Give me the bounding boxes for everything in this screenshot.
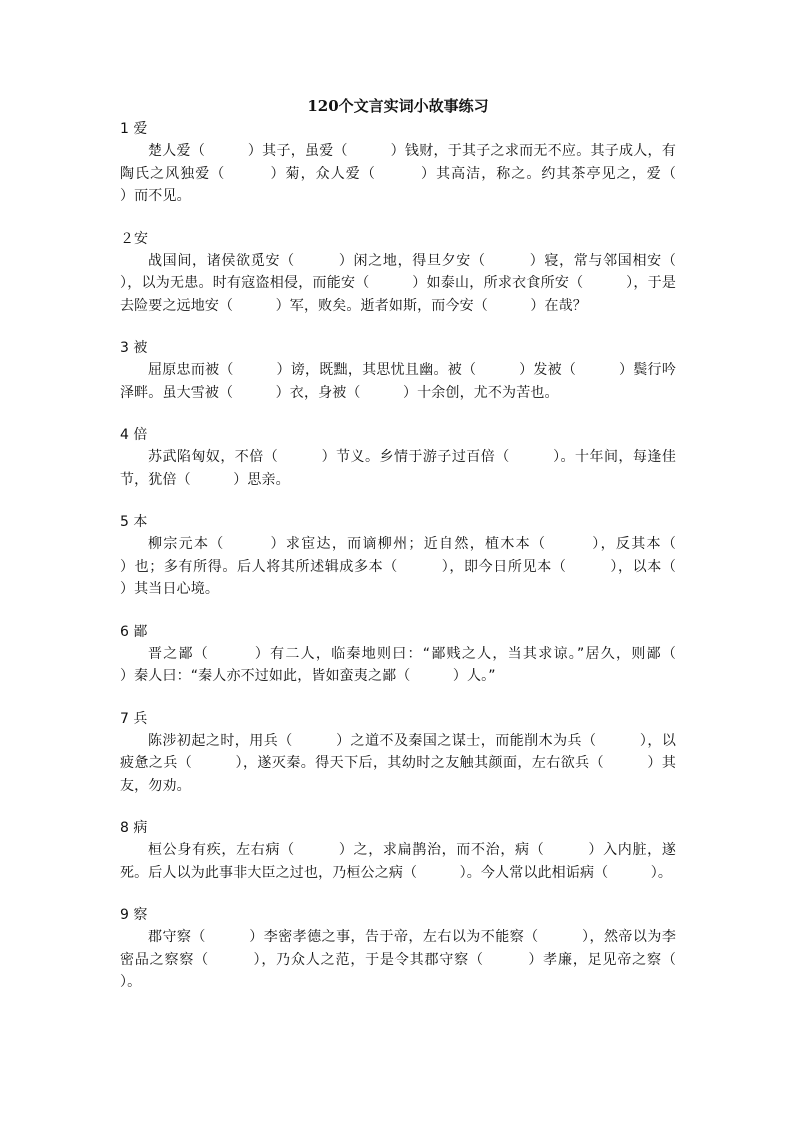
entry-heading: 5 本 (120, 514, 148, 530)
exercise-entry (120, 708, 676, 798)
exercise-entry (120, 424, 676, 491)
entry-passage: 晋之鄙（ ）有二人，临秦地则曰：“鄙贱之人，当其求谅。”居久，则鄙（ ）秦人曰：“秦人亦不过如此，皆如蛮夷之鄙（ ）人。” (120, 645, 719, 684)
entry-list (120, 118, 719, 994)
entry-passage: 陈涉初起之时，用兵（ ）之道不及秦国之谋士，而能削木为兵（ ），以疲惫之兵（ ），遂灭秦。得天下后，其幼时之友触其颜面，左右欲兵（ ）其友，勿劝。 (120, 732, 676, 794)
entry-heading: 9 察 (120, 907, 148, 923)
exercise-entry (120, 817, 676, 884)
exercise-entry (120, 904, 719, 994)
entry-passage: 桓公身有疾，左右病（ ）之，求扁鹊治，而不治，病（ ）入内脏，遂死。后人以为此事非大臣之过也，乃桓公之病（ ）。今人常以此相诟病（ ）。 (120, 842, 676, 881)
document-title: 120个文言实词小故事练习 (307, 97, 489, 115)
exercise-entry (120, 337, 676, 404)
entry-heading: 3 被 (120, 340, 148, 356)
entry-passage: 楚人爱（ ）其子，虽爱（ ）钱财，于其子之求而无不应。其子成人，有陶氏之风独爱（ ）菊，众人爱（ ）其高洁，称之。约其茶亭见之，爱（ ）而不见。 (120, 143, 719, 204)
entry-heading: 6 鄙 (120, 623, 148, 640)
entry-heading: ２安 (120, 230, 148, 247)
entry-passage: 苏武陷匈奴，不倍（ ）节义。乡情于游子过百倍（ ）。十年间，每逢佳节，犹倍（ ）思亲。 (120, 449, 676, 488)
document-page (120, 94, 719, 994)
entry-heading: 1 爱 (120, 121, 148, 137)
exercise-entry (120, 511, 719, 601)
entry-heading: 8 病 (120, 820, 148, 836)
entry-passage: 战国间，诸侯欲觅安（ ）闲之地，得旦夕安（ ）寝，常与邻国相安（ ），以为无患。时有寇盗相侵，而能安（ ）如泰山，所求衣食所安（ ），于是去险要之远地安（ ）军，败矣。逝者如斯，而今安（ ）在哉？ (120, 252, 719, 314)
entry-heading: 7 兵 (120, 710, 148, 727)
entry-passage: 屈原忠而被（ ）谤，既黜，其思忧且幽。被（ ）发被（ ）鬓行吟泽畔。虽大雪被（ ）衣，身被（ ）十余创，尤不为苦也。 (120, 362, 676, 401)
exercise-entry (120, 621, 719, 688)
entry-passage: 柳宗元本（ ）求宦达，而谪柳州；近自然，植木本（ ），反其本（ ）也；多有所得。后人将其所述辑成多本（ ），即今日所见本（ ），以本（ ）其当日心境。 (120, 536, 719, 597)
entry-heading: 4 倍 (120, 427, 148, 443)
exercise-entry (120, 118, 719, 208)
entry-passage: 郡守察（ ）李密孝德之事，告于帝，左右以为不能察（ ），然帝以为李密品之察察（ ），乃众人之范，于是令其郡守察（ ）孝廉，足见帝之察（ ）。 (120, 929, 719, 990)
exercise-entry (120, 228, 719, 318)
